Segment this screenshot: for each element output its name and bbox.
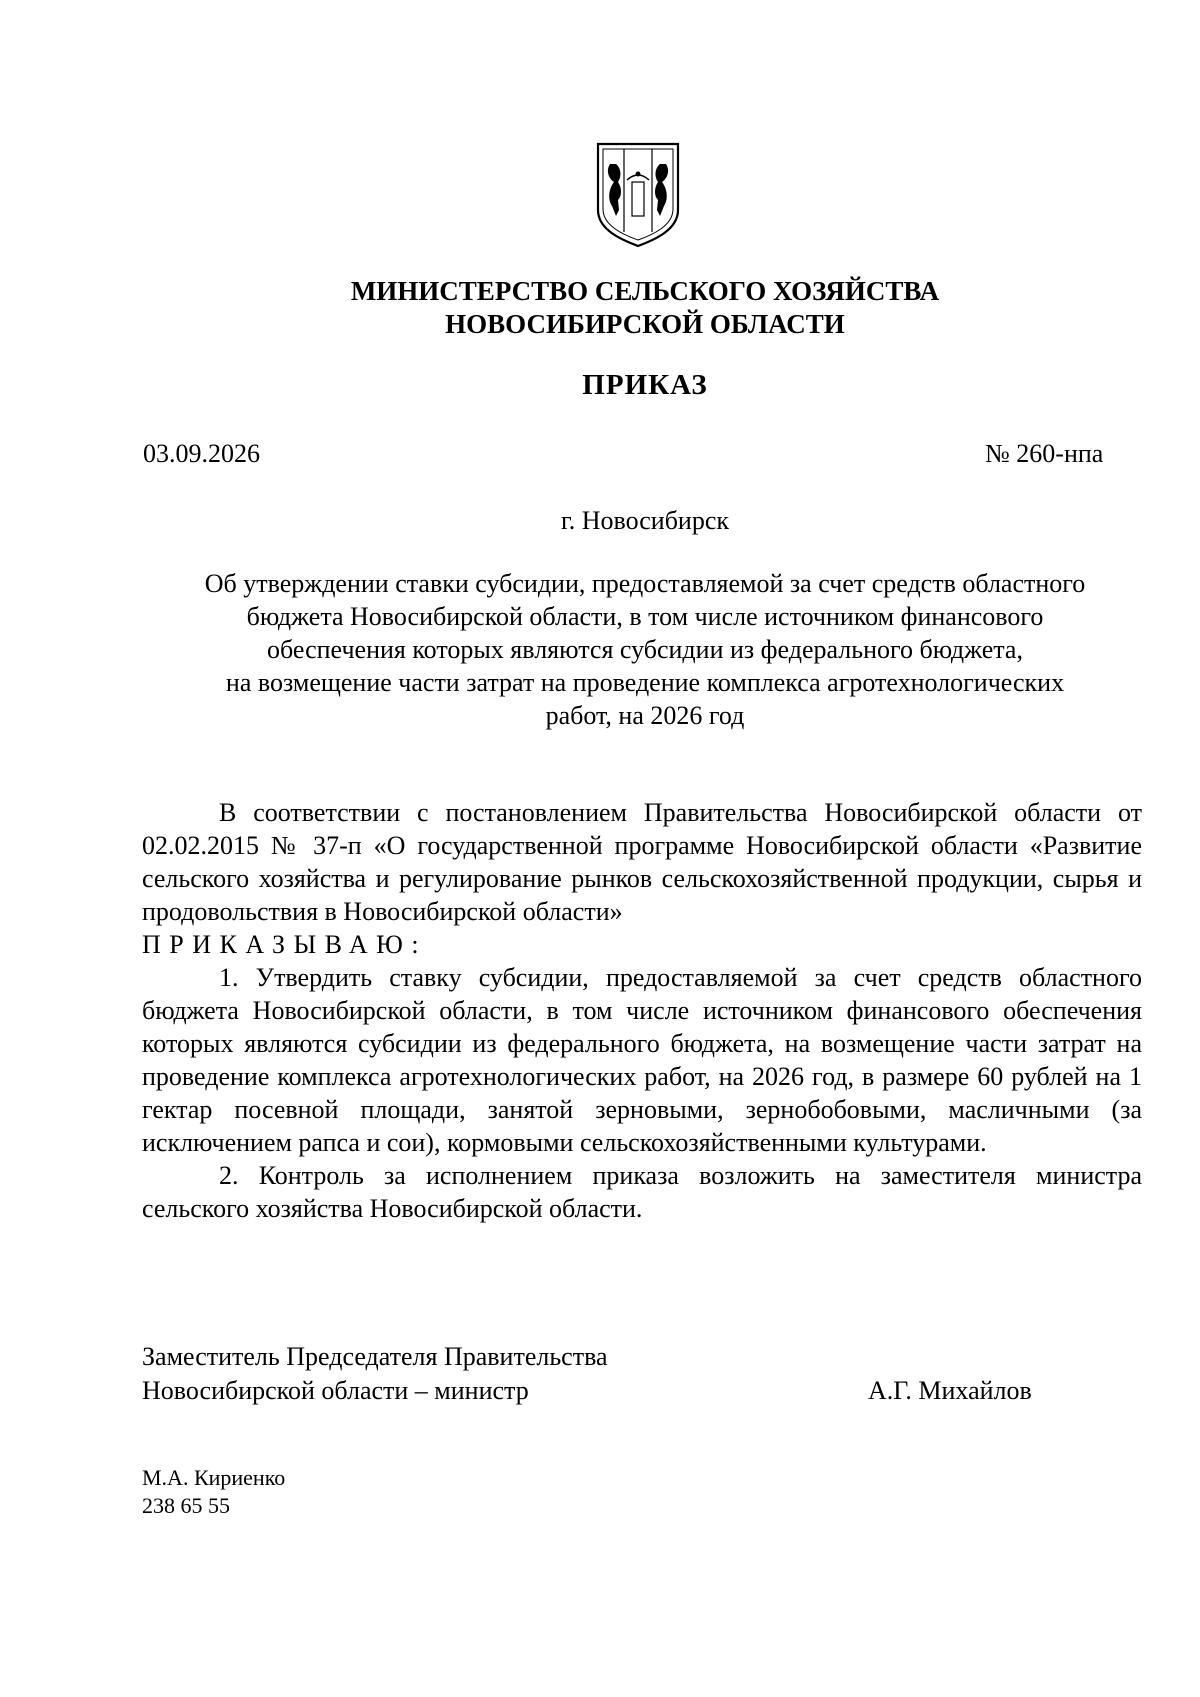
subject-line: работ, на 2026 год xyxy=(545,701,745,730)
ministry-name xyxy=(0,275,1200,341)
order-word: ПРИКАЗЫВАЮ: xyxy=(142,930,428,959)
subject-line: на возмещение части затрат на проведение комплекса агротехнологических xyxy=(225,668,1065,697)
subject-line: бюджета Новосибирской области, в том числе источником финансового xyxy=(246,602,1044,631)
novosibirsk-coat-of-arms-icon xyxy=(594,140,682,248)
item-1-paragraph: 1. Утвердить ставку субсидии, предоставляемой за счет средств областного бюджета Новосибирской области, в том числе источником финансового обеспечения которых являются субсидии из федерального бюджета, на возмещение части затрат на проведение комплекса агротехнологических работ, на 2026 год, в размере 60 рублей на 1 гектар посевной площади, занятой зерновыми, зернобобовыми, масличными (за исключением рапса и сои), кормовыми сельскохозяйственными культурами. xyxy=(142,963,1142,1157)
document-type: ПРИКАЗ xyxy=(582,369,708,401)
preamble-paragraph: В соответствии с постановлением Правительства Новосибирской области от 02.02.2015 № 37-п «О государственной программе Новосибирской области «Развитие сельского хозяйства и регулирование рынков сельскохозяйственной продукции, сырья и продовольствия в Новосибирской области» xyxy=(142,798,1142,926)
order-number: № 260-нпа xyxy=(985,439,1104,468)
executor-name: М.А. Кириенко xyxy=(142,1465,286,1490)
item-2-paragraph: 2. Контроль за исполнением приказа возложить на заместителя министра сельского хозяйства Новосибирской области. xyxy=(142,1161,1142,1223)
signatory-position-line1: Заместитель Председателя Правительства xyxy=(142,1342,608,1371)
subject-line: Об утверждении ставки субсидии, предоставляемой за счет средств областного xyxy=(204,569,1086,598)
subject-line: обеспечения которых являются субсидии из федерального бюджета, xyxy=(267,635,1023,664)
executor-info xyxy=(142,1464,285,1520)
ministry-name-line2: НОВОСИБИРСКОЙ ОБЛАСТИ xyxy=(445,309,845,339)
ministry-name-line1: МИНИСТЕРСТВО СЕЛЬСКОГО ХОЗЯЙСТВА xyxy=(350,276,940,306)
signatory-position-line2: Новосибирской области – министр xyxy=(142,1376,529,1405)
signatory-name: А.Г. Михайлов xyxy=(868,1376,1032,1405)
signatory-position xyxy=(142,1340,608,1408)
order-subject xyxy=(150,567,1140,732)
order-date: 03.09.2026 xyxy=(143,439,260,468)
city: г. Новосибирск xyxy=(560,506,730,535)
executor-phone: 238 65 55 xyxy=(142,1493,230,1518)
order-body xyxy=(142,796,1142,1225)
